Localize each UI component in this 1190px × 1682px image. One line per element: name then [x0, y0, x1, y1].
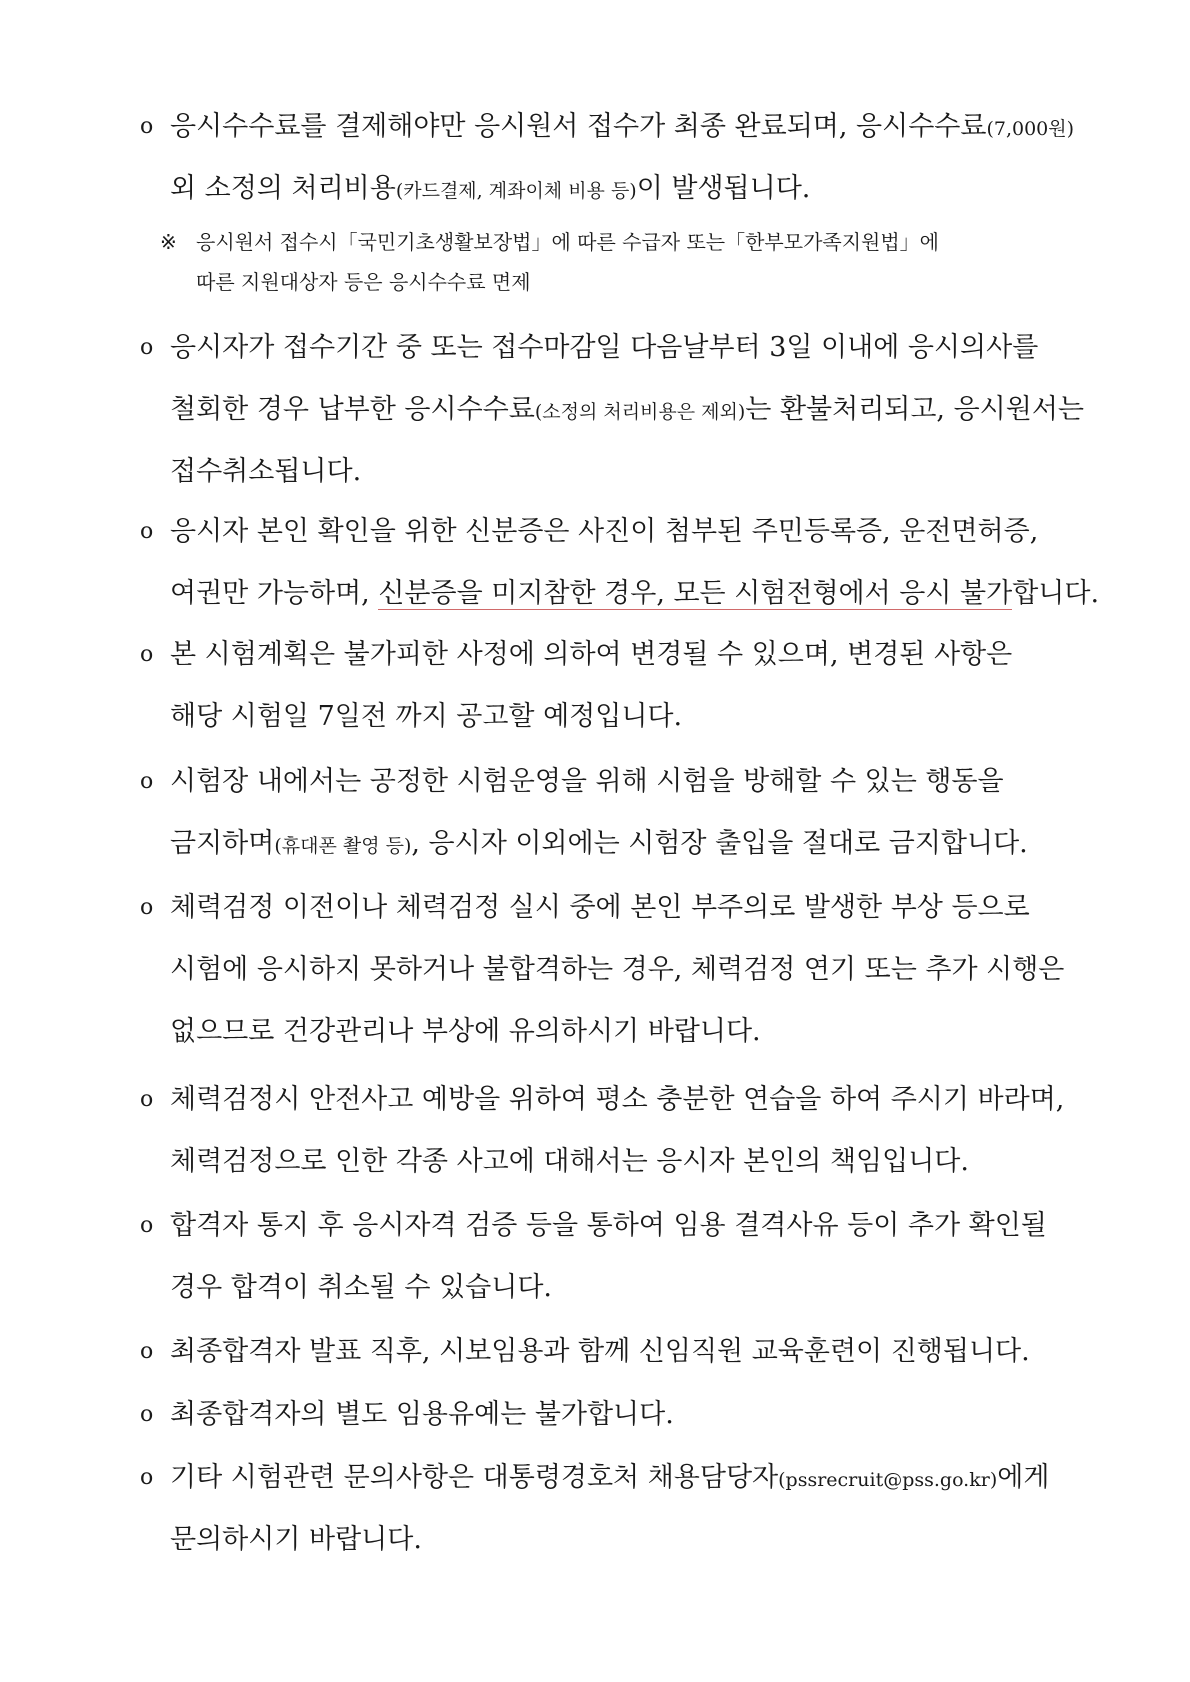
contact-email: (pssrecruit@pss.go.kr)	[778, 1469, 998, 1491]
text-line: 체력검정시 안전사고 예방을 위하여 평소 충분한 연습을 하여 주시기 바라며,	[170, 1084, 1065, 1115]
text-line: 경우 합격이 취소될 수 있습니다.	[170, 1272, 552, 1303]
text-line: 최종합격자의 별도 임용유예는 불가합니다.	[170, 1399, 674, 1430]
text-line: 외 소정의 처리비용(카드결제, 계좌이체 비용 등)이 발생됩니다.	[170, 173, 811, 204]
bullet: o	[140, 1087, 154, 1112]
text-line: 본 시험계획은 불가피한 사정에 의하여 변경될 수 있으며, 변경된 사항은	[170, 639, 1013, 670]
text-line: 응시수수료를 결제해야만 응시원서 접수가 최종 완료되며, 응시수수료(7,000원)	[170, 111, 1075, 142]
underlined-warning: 신분증을 미지참한 경우, 모든 시험전형에서 응시 불가	[378, 578, 1013, 609]
bullet: o	[140, 114, 154, 139]
text-line: 최종합격자 발표 직후, 시보임용과 함께 신임직원 교육훈련이 진행됩니다.	[170, 1336, 1030, 1367]
note-line: 응시원서 접수시「국민기초생활보장법」에 따른 수급자 또는「한부모가족지원법」에	[196, 230, 939, 254]
note-line: 따른 지원대상자 등은 응시수수료 면제	[196, 270, 531, 294]
text-line: 철회한 경우 납부한 응시수수료(소정의 처리비용은 제외)는 환불처리되고, 응시원서는	[170, 394, 1085, 425]
bullet: o	[140, 1213, 154, 1238]
text-line: 시험에 응시하지 못하거나 불합격하는 경우, 체력검정 연기 또는 추가 시행은	[170, 954, 1065, 985]
text-line: 해당 시험일 7일전 까지 공고할 예정입니다.	[170, 701, 683, 732]
text-line: 응시자가 접수기간 중 또는 접수마감일 다음날부터 3일 이내에 응시의사를	[170, 332, 1039, 363]
text-line: 응시자 본인 확인을 위한 신분증은 사진이 첨부된 주민등록증, 운전면허증,	[170, 516, 1039, 547]
bullet: o	[140, 1402, 154, 1427]
bullet: o	[140, 1339, 154, 1364]
text-line: 체력검정으로 인한 각종 사고에 대해서는 응시자 본인의 책임입니다.	[170, 1146, 969, 1177]
bullet: o	[140, 519, 154, 544]
text-line: 시험장 내에서는 공정한 시험운영을 위해 시험을 방해할 수 있는 행동을	[170, 766, 1004, 797]
bullet: o	[140, 1465, 154, 1490]
bullet: o	[140, 335, 154, 360]
reference-mark: ※	[160, 230, 177, 254]
text-line: 합격자 통지 후 응시자격 검증 등을 통하여 임용 결격사유 등이 추가 확인될	[170, 1210, 1047, 1241]
text-line: 문의하시기 바랍니다.	[170, 1524, 422, 1555]
text-line: 기타 시험관련 문의사항은 대통령경호처 채용담당자(pssrecruit@pss.go.kr)에게	[170, 1462, 1050, 1493]
text-line: 금지하며(휴대폰 촬영 등), 응시자 이외에는 시험장 출입을 절대로 금지합니다.	[170, 828, 1028, 859]
bullet: o	[140, 895, 154, 920]
text-line: 없으므로 건강관리나 부상에 유의하시기 바랍니다.	[170, 1016, 761, 1047]
text-line: 체력검정 이전이나 체력검정 실시 중에 본인 부주의로 발생한 부상 등으로	[170, 892, 1030, 923]
bullet: o	[140, 642, 154, 667]
text-line: 여권만 가능하며, 신분증을 미지참한 경우, 모든 시험전형에서 응시 불가합니다.	[170, 578, 1100, 609]
bullet: o	[140, 769, 154, 794]
text-line: 접수취소됩니다.	[170, 456, 362, 487]
